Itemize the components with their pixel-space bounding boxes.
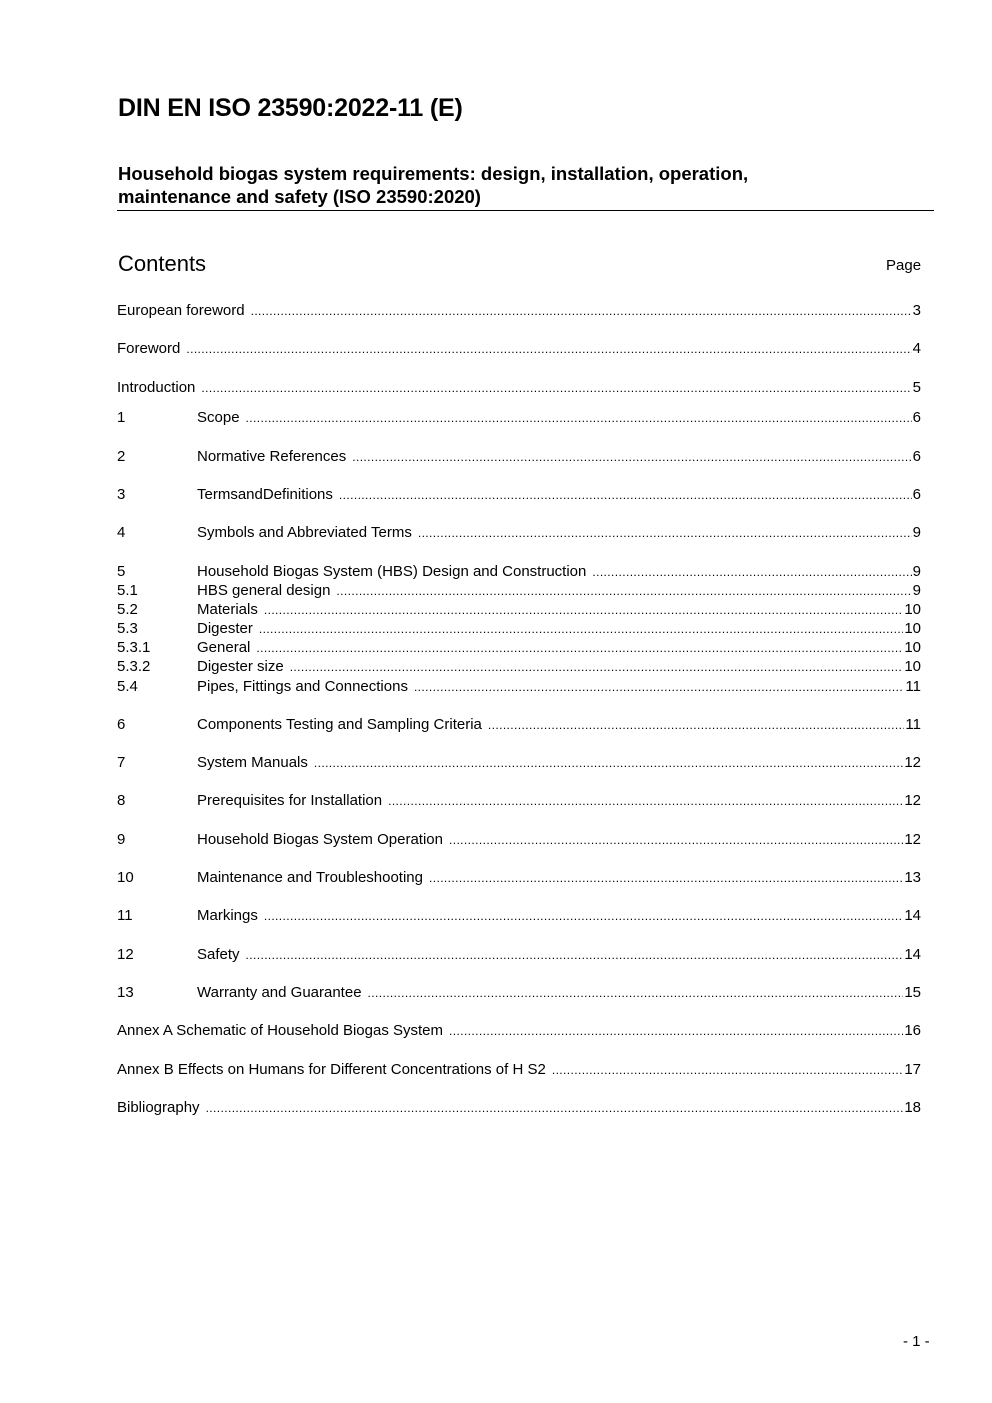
- table-of-contents: [117, 0, 921, 1403]
- toc-entry-2[interactable]: [117, 447, 921, 466]
- toc-entry-page: 13: [904, 869, 921, 886]
- toc-entry-label: Materials: [197, 601, 258, 618]
- toc-entry-number: 2: [117, 448, 126, 465]
- toc-entry-label: General: [197, 639, 251, 656]
- toc-entry-label: European foreword: [117, 302, 245, 319]
- toc-entry-page: 6: [912, 448, 921, 465]
- toc-entry-bibliography[interactable]: [117, 1098, 921, 1117]
- toc-entry-3[interactable]: [117, 485, 921, 504]
- toc-entry-page: 6: [912, 409, 921, 426]
- toc-leader-dots: [368, 984, 904, 1003]
- toc-entry-number: 5.2: [117, 601, 138, 618]
- toc-entry-label: Safety: [197, 946, 240, 963]
- toc-entry-label: TermsandDefinitions: [197, 486, 333, 503]
- toc-entry-page: 18: [904, 1099, 921, 1116]
- toc-entry-number: 5: [117, 563, 126, 580]
- toc-entry-page: 15: [904, 984, 921, 1001]
- toc-leader-dots: [246, 409, 912, 428]
- toc-entry-page: 5: [912, 379, 921, 396]
- toc-entry-label: Annex A Schematic of Household Biogas System: [117, 1022, 444, 1039]
- toc-entry-label: Household Biogas System Operation: [197, 831, 443, 848]
- toc-leader-dots: [264, 601, 903, 620]
- toc-entry-label: Markings: [197, 907, 258, 924]
- toc-entry-label: Maintenance and Troubleshooting: [197, 869, 423, 886]
- toc-entry-number: 9: [117, 831, 126, 848]
- contents-heading: Contents: [118, 251, 207, 276]
- toc-entry-annex-a[interactable]: [117, 1021, 921, 1040]
- toc-entry-page: 12: [904, 754, 921, 771]
- toc-leader-dots: [264, 907, 903, 926]
- toc-entry-label: Introduction: [117, 379, 196, 396]
- toc-leader-dots: [186, 340, 911, 359]
- toc-entry-number: 5.4: [117, 678, 138, 695]
- toc-entry-label: Warranty and Guarantee: [197, 984, 362, 1001]
- toc-entry-label: Digester: [197, 620, 253, 637]
- toc-leader-dots: [552, 1061, 903, 1080]
- toc-entry-page: 14: [904, 907, 921, 924]
- document-title: DIN EN ISO 23590:2022-11 (E): [118, 94, 463, 122]
- toc-entry-number: 1: [117, 409, 126, 426]
- toc-leader-dots: [206, 1099, 904, 1118]
- toc-leader-dots: [256, 639, 903, 658]
- toc-leader-dots: [429, 869, 903, 888]
- toc-leader-dots: [259, 620, 903, 639]
- toc-entry-page: 11: [905, 678, 921, 695]
- toc-entry-number: 5.3: [117, 620, 138, 637]
- toc-entry-7[interactable]: [117, 753, 921, 772]
- toc-entry-number: 5.1: [117, 582, 138, 599]
- toc-entry-5-3[interactable]: [117, 619, 921, 638]
- toc-entry-label: Scope: [197, 409, 240, 426]
- toc-leader-dots: [592, 563, 911, 582]
- toc-leader-dots: [336, 582, 911, 601]
- subtitle-line-1: Household biogas system requirements: design, installation, operation,: [118, 163, 749, 184]
- toc-entry-6[interactable]: [117, 715, 921, 734]
- toc-entry-introduction[interactable]: [117, 378, 921, 397]
- toc-entry-label: Symbols and Abbreviated Terms: [197, 524, 412, 541]
- toc-entry-label: Foreword: [117, 340, 181, 357]
- toc-entry-page: 16: [904, 1022, 921, 1039]
- toc-entry-11[interactable]: [117, 906, 921, 925]
- toc-entry-label: Annex B Effects on Humans for Different Concentrations of H S2: [117, 1061, 546, 1078]
- toc-leader-dots: [388, 792, 903, 811]
- toc-entry-5[interactable]: [117, 562, 921, 581]
- toc-entry-5-3-2[interactable]: [117, 657, 921, 676]
- toc-entry-number: 3: [117, 486, 126, 503]
- toc-entry-5-1[interactable]: [117, 581, 921, 600]
- toc-entry-5-2[interactable]: [117, 600, 921, 619]
- toc-leader-dots: [488, 716, 905, 735]
- toc-entry-number: 8: [117, 792, 126, 809]
- toc-leader-dots: [449, 1022, 903, 1041]
- toc-entry-number: 12: [117, 946, 134, 963]
- toc-entry-label: Household Biogas System (HBS) Design and Construction: [197, 563, 587, 580]
- toc-leader-dots: [418, 524, 912, 543]
- toc-entry-page: 11: [905, 716, 921, 733]
- toc-entry-page: 9: [912, 563, 921, 580]
- toc-entry-label: Digester size: [197, 658, 284, 675]
- toc-leader-dots: [339, 486, 912, 505]
- page-column-label: Page: [886, 257, 922, 274]
- toc-entry-number: 6: [117, 716, 126, 733]
- toc-entry-page: 3: [912, 302, 921, 319]
- toc-entry-label: Bibliography: [117, 1099, 200, 1116]
- toc-entry-9[interactable]: [117, 830, 921, 849]
- toc-entry-annex-b[interactable]: [117, 1060, 921, 1079]
- toc-entry-number: 5.3.1: [117, 639, 151, 656]
- toc-entry-8[interactable]: [117, 791, 921, 810]
- toc-entry-number: 5.3.2: [117, 658, 151, 675]
- toc-entry-page: 12: [904, 792, 921, 809]
- toc-leader-dots: [201, 379, 911, 398]
- toc-entry-page: 4: [912, 340, 921, 357]
- toc-leader-dots: [352, 448, 911, 467]
- toc-leader-dots: [251, 302, 912, 321]
- toc-entry-1[interactable]: [117, 408, 921, 427]
- toc-entry-label: System Manuals: [197, 754, 308, 771]
- toc-entry-4[interactable]: [117, 523, 921, 542]
- toc-entry-page: 10: [904, 620, 921, 637]
- toc-entry-10[interactable]: [117, 868, 921, 887]
- toc-leader-dots: [290, 658, 904, 677]
- toc-entry-page: 12: [904, 831, 921, 848]
- toc-entry-page: 10: [904, 658, 921, 675]
- toc-leader-dots: [314, 754, 903, 773]
- toc-entry-number: 4: [117, 524, 126, 541]
- toc-entry-label: Pipes, Fittings and Connections: [197, 678, 408, 695]
- toc-entry-13[interactable]: [117, 983, 921, 1002]
- toc-entry-label: HBS general design: [197, 582, 331, 599]
- toc-entry-label: Prerequisites for Installation: [197, 792, 383, 809]
- toc-entry-page: 14: [904, 946, 921, 963]
- toc-entry-label: Components Testing and Sampling Criteria: [197, 716, 482, 733]
- toc-entry-5-4[interactable]: [117, 677, 921, 696]
- toc-leader-dots: [449, 831, 903, 850]
- toc-entry-foreword[interactable]: [117, 339, 921, 358]
- toc-entry-page: 9: [912, 582, 921, 599]
- toc-leader-dots: [414, 678, 904, 697]
- toc-entry-page: 10: [904, 639, 921, 656]
- toc-entry-number: 13: [117, 984, 134, 1001]
- toc-entry-number: 10: [117, 869, 134, 886]
- toc-leader-dots: [246, 946, 904, 965]
- toc-entry-european-foreword[interactable]: [117, 301, 921, 320]
- toc-entry-12[interactable]: [117, 945, 921, 964]
- toc-entry-page: 10: [904, 601, 921, 618]
- page-number: - 1 -: [903, 1333, 930, 1350]
- toc-entry-number: 7: [117, 754, 126, 771]
- toc-entry-label: Normative References: [197, 448, 347, 465]
- toc-entry-5-3-1[interactable]: [117, 638, 921, 657]
- toc-entry-page: 17: [904, 1061, 921, 1078]
- subtitle-line-2: maintenance and safety (ISO 23590:2020): [118, 186, 481, 207]
- toc-entry-page: 6: [912, 486, 921, 503]
- toc-entry-page: 9: [912, 524, 921, 541]
- toc-entry-number: 11: [117, 907, 133, 924]
